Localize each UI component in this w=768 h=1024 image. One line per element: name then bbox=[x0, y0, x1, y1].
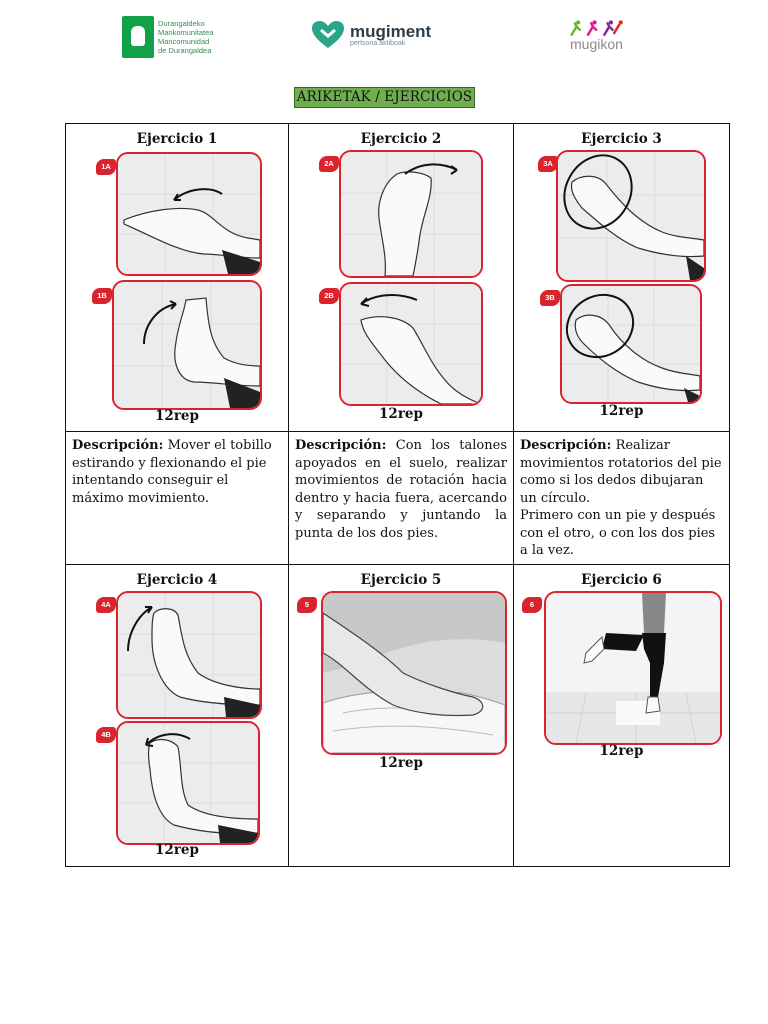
exercise-photo-2a bbox=[339, 150, 483, 278]
description-cell-2 bbox=[289, 432, 514, 565]
logo-text-line: de Durangaldea bbox=[158, 46, 212, 55]
logo-text-line: Mancomunidad bbox=[158, 37, 210, 46]
exercise-cell-1 bbox=[66, 124, 289, 432]
description-label: Descripción: bbox=[295, 438, 387, 453]
page-heading: ARIKETAK / EJERCICIOS bbox=[294, 87, 475, 108]
logo-text-line: Mankomunitatea bbox=[158, 28, 214, 37]
exercise-photo-3b bbox=[560, 284, 702, 404]
exercise-reps: 12rep bbox=[155, 408, 199, 424]
exercise-row bbox=[66, 124, 730, 432]
exercise-cell-4 bbox=[66, 565, 289, 867]
description-label: Descripción: bbox=[72, 438, 164, 453]
exercise-title: Ejercicio 1 bbox=[136, 131, 218, 147]
exercise-photo-1a bbox=[116, 152, 262, 276]
description-cell-3 bbox=[514, 432, 730, 565]
description-text: Con los talones apoyados en el suelo, realizar movimientos de rotación hacia dentro y hacia fuera, acercando y separando y juntando la punta de los dos pies. bbox=[295, 438, 507, 541]
exercise-cell-5 bbox=[289, 565, 514, 867]
photo-label-badge: 2B bbox=[319, 288, 339, 304]
exercise-title: Ejercicio 5 bbox=[360, 572, 442, 588]
exercise-photo-6 bbox=[544, 591, 722, 745]
mugiment-name: mugiment bbox=[350, 21, 432, 41]
description-text: Realizar movimientos rotatorios del pie como si los dedos dibujaran un círculo. bbox=[520, 438, 722, 506]
exercise-cell-6 bbox=[514, 565, 730, 867]
exercise-description bbox=[289, 432, 513, 542]
mankomunitatea-emblem-icon bbox=[122, 16, 154, 58]
exercise-reps: 12rep bbox=[599, 403, 644, 419]
photo-label-badge: 4A bbox=[96, 597, 116, 613]
mugiment-logo bbox=[310, 20, 431, 50]
photo-label-badge: 1B bbox=[92, 288, 112, 304]
description-cell-1 bbox=[66, 432, 289, 565]
exercise-photo-2b bbox=[339, 282, 483, 406]
exercise-title: Ejercicio 3 bbox=[581, 131, 662, 147]
photo-label-badge: 3B bbox=[540, 290, 560, 306]
photo-label-badge: 5 bbox=[297, 597, 317, 613]
exercise-reps: 12rep bbox=[155, 842, 199, 858]
exercise-description bbox=[514, 432, 729, 560]
photo-label-badge: 2A bbox=[319, 156, 339, 172]
exercise-row bbox=[66, 565, 730, 867]
exercise-title: Ejercicio 2 bbox=[360, 131, 442, 147]
description-text: Mover el tobillo estirando y flexionando el pie intentando conseguir el máximo movimiento. bbox=[72, 438, 272, 506]
exercise-photo-4b bbox=[116, 721, 260, 845]
exercise-photo-5 bbox=[321, 591, 507, 755]
exercise-photo-1b bbox=[112, 280, 262, 410]
exercise-photo-3a bbox=[556, 150, 706, 282]
exercise-title: Ejercicio 4 bbox=[136, 572, 218, 588]
mugikon-logo bbox=[562, 20, 632, 52]
mugiment-heart-icon bbox=[310, 20, 346, 50]
photo-label-badge: 4B bbox=[96, 727, 116, 743]
exercise-cell-2 bbox=[289, 124, 514, 432]
photo-label-badge: 3A bbox=[538, 156, 558, 172]
logo-text-line: Durangaldeko bbox=[158, 19, 205, 28]
exercise-title: Ejercicio 6 bbox=[581, 572, 662, 588]
mugiment-tagline: pertsona aktiboak bbox=[350, 39, 406, 47]
mankomunitatea-logo bbox=[122, 16, 213, 58]
description-text-continued: Primero con un pie y después con el otro, o con los dos pies a la vez. bbox=[520, 508, 716, 558]
exercise-table bbox=[65, 123, 730, 867]
mugikon-name: mugikon bbox=[570, 36, 623, 52]
photo-label-badge: 1A bbox=[96, 159, 116, 175]
description-row bbox=[66, 432, 730, 565]
exercise-photo-4a bbox=[116, 591, 262, 719]
exercise-reps: 12rep bbox=[599, 743, 644, 759]
photo-label-badge: 6 bbox=[522, 597, 542, 613]
exercise-description bbox=[66, 432, 288, 507]
description-label: Descripción: bbox=[520, 438, 612, 453]
exercise-cell-3 bbox=[514, 124, 730, 432]
mankomunitatea-logo-text bbox=[158, 19, 213, 55]
exercise-reps: 12rep bbox=[379, 406, 423, 422]
exercise-reps: 12rep bbox=[379, 755, 423, 771]
